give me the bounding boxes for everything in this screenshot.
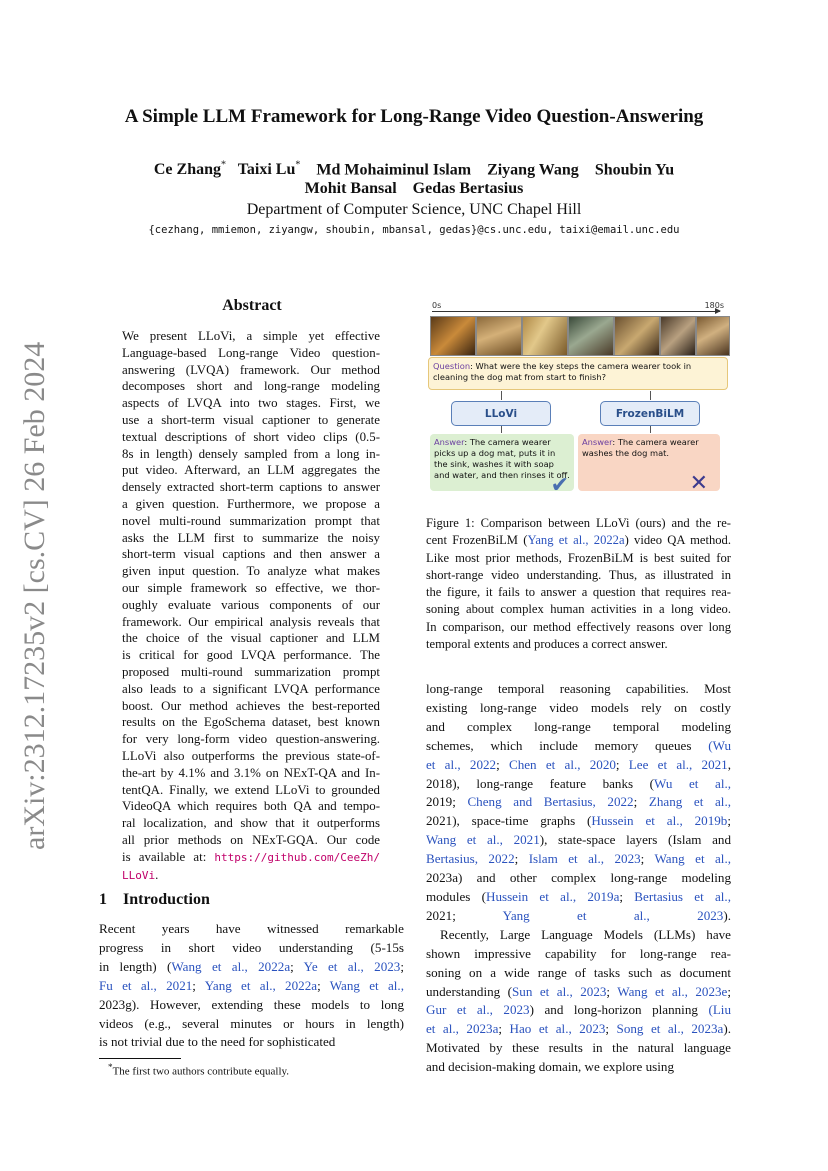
- text-line: oughly evaluate various components of our: [122, 597, 380, 612]
- text-line: Recently, Large Language Models (LLMs) have: [440, 926, 731, 942]
- text-line: is available at: https://github.com/CeeZh/: [122, 849, 380, 864]
- author: Mohit Bansal: [304, 180, 397, 197]
- video-frame: [476, 316, 522, 356]
- connector-right: [650, 391, 651, 400]
- video-frame: [614, 316, 660, 356]
- text-line: et al., 2023a; Hao et al., 2023; Song et al., 2023a).: [426, 1021, 731, 1037]
- section-number: 1: [99, 891, 107, 908]
- figure-caption: [426, 515, 731, 653]
- connector-left: [501, 391, 502, 400]
- arxiv-stamp: arXiv:2312.17235v2 [cs.CV] 26 Feb 2024: [18, 341, 51, 850]
- text-line: aspects of LVQA into two stages. First, we: [122, 396, 380, 411]
- text-line: existing long-range video models rely on costly: [426, 699, 731, 715]
- text-line: 2023a) and other complex long-range modeling: [426, 870, 731, 886]
- text-line: densely extracted short-term captions to answer: [122, 480, 380, 495]
- author: Md Mohaiminul Islam: [316, 161, 472, 179]
- time-end-label: 180s: [704, 301, 724, 310]
- text-line: put video. Afterward, an LLM aggregates the: [122, 463, 380, 478]
- connector-right-2: [650, 426, 651, 433]
- author: Taixi Lu*: [237, 160, 301, 179]
- text-line: all prior methods on NExT-GQA. Our code: [122, 832, 380, 847]
- text-line: temporal extents and produces a correct answer.: [426, 637, 668, 652]
- text-line: proposed multi-round summarization prompt: [122, 664, 380, 679]
- video-frame: [430, 316, 476, 356]
- model-frozenbilm: FrozenBiLM: [600, 401, 700, 426]
- text-line: in length) (Wang et al., 2022a; Ye et al., 2023;: [99, 958, 404, 974]
- text-line: framework. Our empirical analysis reveals that: [122, 614, 380, 629]
- text-line: is not trivial due to the need for sophisticated: [99, 1034, 336, 1050]
- code-link[interactable]: LLoVi: [122, 868, 156, 882]
- text-line: Bertasius, 2022; Islam et al., 2023; Wang et al.,: [426, 851, 731, 867]
- answer-label: Answer: [434, 437, 465, 447]
- text-line: Like most prior methods, FrozenBiLM is best suited for: [426, 550, 731, 565]
- text-line: 2021), space-time graphs (Hussein et al., 2019b;: [426, 813, 731, 829]
- text-line: and decision-making domain, we explore using: [426, 1059, 674, 1075]
- author-line-2: [0, 180, 828, 198]
- text-line: our simple framework so effective, we thor-: [122, 580, 380, 595]
- text-line: Gur et al., 2023) and long-horizon planning (Liu: [426, 1002, 731, 1018]
- text-line: textual descriptions of short video clips (0.5-: [122, 429, 380, 444]
- text-line: modules (Hussein et al., 2019a; Bertasius et al.,: [426, 888, 731, 904]
- section-heading: [99, 891, 210, 909]
- text-line: Figure 1: Comparison between LLoVi (ours) and the re-: [426, 516, 731, 530]
- text-line: 2018), long-range feature banks (Wu et al.,: [426, 775, 731, 791]
- author: Ce Zhang*: [153, 160, 226, 179]
- text-line: LLoVi also outperforms the previous state-of-: [122, 748, 380, 763]
- answer-text: : The camera wearer washes the dog mat.: [582, 437, 699, 458]
- text-line: shown impressive capability for long-range rea-: [426, 945, 731, 961]
- text-line: 2019; Cheng and Bertasius, 2022; Zhang et al.,: [426, 794, 731, 810]
- text-line: soning about complex human activities in a long video.: [426, 602, 731, 617]
- text-line: 2023g). However, extending these models to long: [99, 996, 404, 1012]
- text-line: results on the EgoSchema dataset, best known: [122, 715, 380, 730]
- question-box: [428, 357, 728, 390]
- footnote-rule: [99, 1058, 181, 1059]
- abstract-body: [122, 328, 380, 884]
- author: Ziyang Wang: [487, 161, 579, 179]
- text-line: the-art by 4.1% and 3.1% on NExT-QA and In-: [122, 765, 380, 780]
- text-line: LLoVi.: [122, 867, 159, 882]
- text-line: novel multi-round summarization prompt that: [122, 513, 380, 528]
- text-line: Fu et al., 2021; Yang et al., 2022a; Wang et al.,: [99, 977, 404, 993]
- text-line: decomposes short and long-range modeling: [122, 379, 380, 394]
- connector-left-2: [501, 426, 502, 433]
- check-icon: ✔: [550, 473, 569, 498]
- text-line: et al., 2022; Chen et al., 2020; Lee et al., 2021,: [426, 756, 732, 772]
- text-line: long-range temporal reasoning capabilities. Most: [426, 681, 731, 696]
- text-line: tentQA. Finally, we extend LLoVi to grounded: [122, 782, 380, 797]
- text-line: cent FrozenBiLM (Yang et al., 2022a) video QA method.: [426, 533, 731, 548]
- author-line-1: [0, 160, 828, 179]
- text-line: In comparison, our method effectively reasons over long: [426, 619, 731, 634]
- text-line: 2021; Yang et al., 2023).: [426, 907, 731, 923]
- text-line: Language-based Long-range Video question-: [122, 345, 380, 360]
- footnote: *The first two authors contribute equally.: [108, 1062, 290, 1078]
- affiliation: Department of Computer Science, UNC Chapel Hill: [246, 201, 582, 218]
- text-line: short-term visual captions and then answer a: [122, 547, 380, 562]
- author: Shoubin Yu: [594, 161, 675, 179]
- text-line: ral localization, and show that it outperforms: [122, 816, 380, 831]
- text-line: We present LLoVi, a simple yet effective: [122, 329, 380, 343]
- text-line: VideoQA which requires both QA and tempo-: [122, 799, 380, 814]
- video-frame: [696, 316, 730, 356]
- text-line: is critical for good LVQA performance. The: [122, 648, 380, 663]
- text-line: and complex long-range temporal modeling: [426, 718, 731, 734]
- text-line: use a short-term visual captioner to generate: [122, 412, 380, 427]
- text-line: 8s in length) densely sampled from a long in-: [122, 446, 380, 461]
- text-line: soning on a wide range of tasks such as document: [426, 964, 731, 980]
- text-line: boost. Our method achieves the best-reported: [122, 698, 380, 713]
- figure-1: [426, 300, 732, 498]
- text-line: Recent years have witnessed remarkable: [99, 921, 404, 936]
- model-llovi: LLoVi: [451, 401, 551, 426]
- answer-text: : The camera wearer picks up a dog mat, puts it in the sink, washes it with soap and water, and then rinses it off.: [434, 437, 570, 480]
- text-line: understanding (Sun et al., 2023; Wang et al., 2023e;: [426, 983, 731, 999]
- cross-icon: ✕: [689, 471, 708, 496]
- video-frame: [660, 316, 696, 356]
- video-frame: [522, 316, 568, 356]
- text-line: short-range video understanding. Thus, as illustrated in: [426, 567, 731, 582]
- text-line: videos (e.g., several minutes or hours in length): [99, 1015, 404, 1031]
- answer-box-correct: [430, 434, 574, 498]
- text-line: Motivated by these results in the natural language: [426, 1040, 731, 1056]
- text-line: answering (LVQA) framework. Our method: [122, 362, 380, 377]
- timeline-arrowhead: [715, 308, 721, 314]
- text-line: the figure, it fails to answer a question that requires rea-: [426, 585, 731, 600]
- section-title: Introduction: [123, 891, 210, 908]
- author: Gedas Bertasius: [412, 180, 524, 197]
- question-text: : What were the key steps the camera wearer took in cleaning the dog mat from start to finish?: [433, 361, 692, 382]
- text-line: asks the LLM first to summarize the noisy: [122, 530, 380, 545]
- abstract-heading: Abstract: [222, 297, 282, 314]
- question-label: Question: [433, 361, 471, 371]
- author-emails: {cezhang, mmiemon, ziyangw, shoubin, mbansal, gedas}@cs.unc.edu, taixi@email.unc.edu: [148, 224, 680, 236]
- code-link[interactable]: https://github.com/CeeZh/: [214, 850, 380, 864]
- text-line: given input question. To analyze what makes: [122, 564, 380, 579]
- text-line: for very long-form video question-answering.: [122, 732, 380, 747]
- answer-box-wrong: [578, 434, 720, 496]
- text-line: schemes, which include memory queues (Wu: [426, 737, 731, 753]
- time-start-label: 0s: [432, 301, 442, 310]
- timeline-arrow: [432, 311, 720, 312]
- answer-label: Answer: [582, 437, 613, 447]
- text-line: Wang et al., 2021), state-space layers (Islam and: [426, 832, 732, 848]
- paper-title: A Simple LLM Framework for Long-Range Video Question-Answering: [124, 106, 704, 127]
- intro-left-column: [99, 920, 404, 1052]
- text-line: a given question. Furthermore, we propose a: [122, 496, 380, 511]
- text-line: the choice of the visual captioner and LLM: [122, 631, 380, 646]
- text-line: progress in short video understanding (5-15s: [99, 939, 404, 955]
- video-frame: [568, 316, 614, 356]
- text-line: also leads to a significant LVQA performance: [122, 681, 380, 696]
- intro-right-column: [426, 680, 731, 1077]
